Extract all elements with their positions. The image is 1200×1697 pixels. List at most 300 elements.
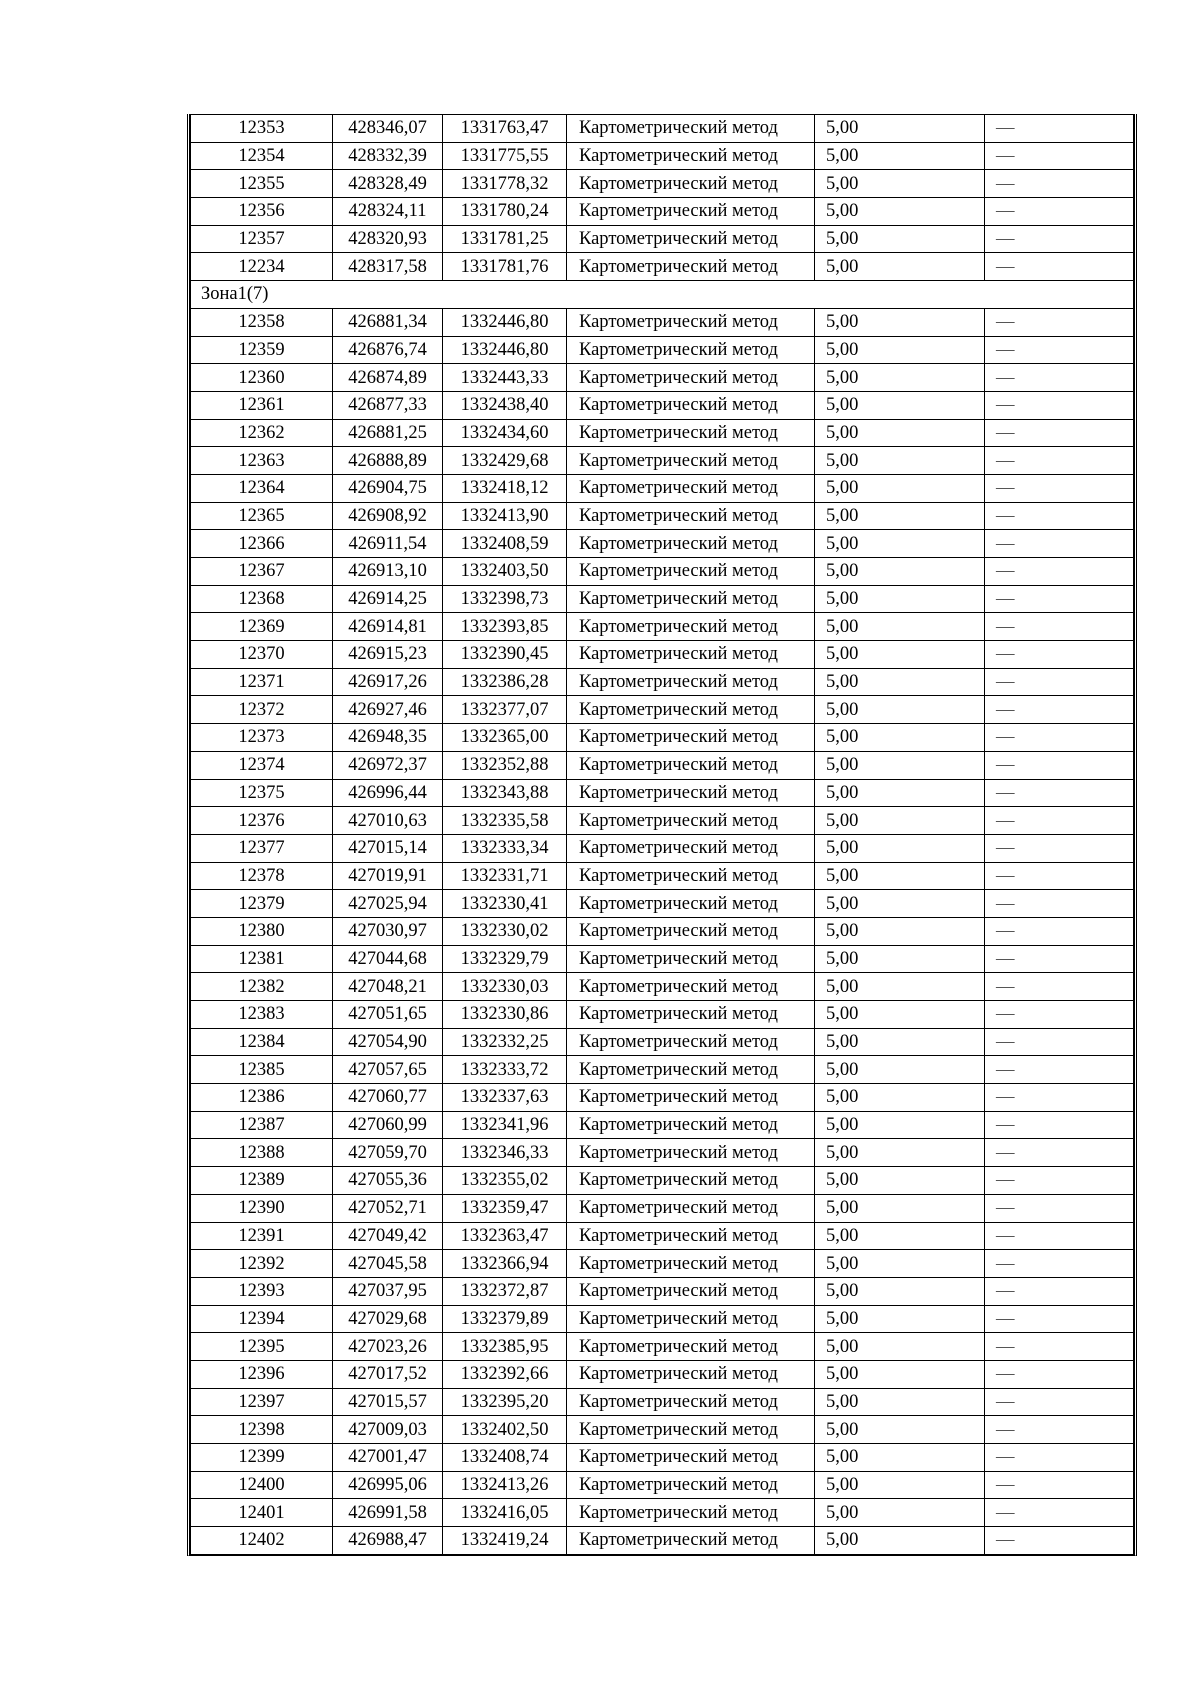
- x-coordinate-cell: 427009,03: [333, 1416, 443, 1444]
- method-cell: Картометрический метод: [567, 1444, 815, 1472]
- y-coordinate-cell: 1332419,24: [443, 1527, 567, 1555]
- method-cell: Картометрический метод: [567, 613, 815, 641]
- x-coordinate-cell: 427059,70: [333, 1139, 443, 1167]
- precision-cell: 5,00: [815, 807, 985, 835]
- y-coordinate-cell: 1332446,80: [443, 308, 567, 336]
- description-cell: —: [985, 751, 1134, 779]
- x-coordinate-cell: 428332,39: [333, 142, 443, 170]
- point-number-cell: 12369: [191, 613, 333, 641]
- description-cell: —: [985, 1084, 1134, 1112]
- precision-cell: 5,00: [815, 419, 985, 447]
- y-coordinate-cell: 1332429,68: [443, 447, 567, 475]
- x-coordinate-cell: 427015,14: [333, 834, 443, 862]
- table-row: [191, 558, 1134, 586]
- x-coordinate-cell: 427049,42: [333, 1222, 443, 1250]
- method-cell: Картометрический метод: [567, 364, 815, 392]
- method-cell: Картометрический метод: [567, 1527, 815, 1555]
- precision-cell: 5,00: [815, 696, 985, 724]
- precision-cell: 5,00: [815, 1139, 985, 1167]
- x-coordinate-cell: 426904,75: [333, 474, 443, 502]
- method-cell: Картометрический метод: [567, 1499, 815, 1527]
- method-cell: Картометрический метод: [567, 198, 815, 226]
- precision-cell: 5,00: [815, 917, 985, 945]
- x-coordinate-cell: 426874,89: [333, 364, 443, 392]
- table-row: [191, 668, 1134, 696]
- description-cell: —: [985, 142, 1134, 170]
- description-cell: —: [985, 308, 1134, 336]
- x-coordinate-cell: 428324,11: [333, 198, 443, 226]
- description-cell: —: [985, 391, 1134, 419]
- point-number-cell: 12371: [191, 668, 333, 696]
- description-cell: —: [985, 1028, 1134, 1056]
- description-cell: —: [985, 1333, 1134, 1361]
- description-cell: —: [985, 1471, 1134, 1499]
- table-row: [191, 1167, 1134, 1195]
- method-cell: Картометрический метод: [567, 1056, 815, 1084]
- point-number-cell: 12360: [191, 364, 333, 392]
- x-coordinate-cell: 426908,92: [333, 502, 443, 530]
- method-cell: Картометрический метод: [567, 170, 815, 198]
- y-coordinate-cell: 1332331,71: [443, 862, 567, 890]
- y-coordinate-cell: 1332385,95: [443, 1333, 567, 1361]
- precision-cell: 5,00: [815, 1194, 985, 1222]
- table-row: [191, 530, 1134, 558]
- y-coordinate-cell: 1332365,00: [443, 724, 567, 752]
- method-cell: Картометрический метод: [567, 530, 815, 558]
- point-number-cell: 12363: [191, 447, 333, 475]
- x-coordinate-cell: 427010,63: [333, 807, 443, 835]
- x-coordinate-cell: 428317,58: [333, 253, 443, 281]
- point-number-cell: 12389: [191, 1167, 333, 1195]
- precision-cell: 5,00: [815, 1527, 985, 1555]
- table-row: [191, 502, 1134, 530]
- y-coordinate-cell: 1332418,12: [443, 474, 567, 502]
- precision-cell: 5,00: [815, 1222, 985, 1250]
- x-coordinate-cell: 426914,81: [333, 613, 443, 641]
- table-row: [191, 1499, 1134, 1527]
- table-row: [191, 1084, 1134, 1112]
- x-coordinate-cell: 427023,26: [333, 1333, 443, 1361]
- point-number-cell: 12396: [191, 1360, 333, 1388]
- description-cell: —: [985, 253, 1134, 281]
- y-coordinate-cell: 1332352,88: [443, 751, 567, 779]
- precision-cell: 5,00: [815, 558, 985, 586]
- description-cell: —: [985, 724, 1134, 752]
- method-cell: Картометрический метод: [567, 1167, 815, 1195]
- y-coordinate-cell: 1331781,25: [443, 225, 567, 253]
- method-cell: Картометрический метод: [567, 945, 815, 973]
- y-coordinate-cell: 1332372,87: [443, 1277, 567, 1305]
- x-coordinate-cell: 426995,06: [333, 1471, 443, 1499]
- table-row: [191, 336, 1134, 364]
- point-number-cell: 12402: [191, 1527, 333, 1555]
- method-cell: Картометрический метод: [567, 474, 815, 502]
- y-coordinate-cell: 1332359,47: [443, 1194, 567, 1222]
- method-cell: Картометрический метод: [567, 779, 815, 807]
- precision-cell: 5,00: [815, 115, 985, 143]
- method-cell: Картометрический метод: [567, 1028, 815, 1056]
- table-row: [191, 834, 1134, 862]
- point-number-cell: 12356: [191, 198, 333, 226]
- y-coordinate-cell: 1332416,05: [443, 1499, 567, 1527]
- point-number-cell: 12234: [191, 253, 333, 281]
- precision-cell: 5,00: [815, 1084, 985, 1112]
- description-cell: —: [985, 170, 1134, 198]
- table-row: [191, 724, 1134, 752]
- x-coordinate-cell: 427044,68: [333, 945, 443, 973]
- x-coordinate-cell: 427030,97: [333, 917, 443, 945]
- y-coordinate-cell: 1332438,40: [443, 391, 567, 419]
- method-cell: Картометрический метод: [567, 1139, 815, 1167]
- x-coordinate-cell: 427048,21: [333, 973, 443, 1001]
- point-number-cell: 12372: [191, 696, 333, 724]
- point-number-cell: 12364: [191, 474, 333, 502]
- description-cell: —: [985, 1444, 1134, 1472]
- table-row: [191, 1222, 1134, 1250]
- precision-cell: 5,00: [815, 447, 985, 475]
- point-number-cell: 12393: [191, 1277, 333, 1305]
- table-row: [191, 917, 1134, 945]
- y-coordinate-cell: 1332330,86: [443, 1001, 567, 1029]
- table-row: [191, 1277, 1134, 1305]
- description-cell: —: [985, 641, 1134, 669]
- method-cell: Картометрический метод: [567, 1222, 815, 1250]
- precision-cell: 5,00: [815, 1444, 985, 1472]
- x-coordinate-cell: 427015,57: [333, 1388, 443, 1416]
- x-coordinate-cell: 426881,25: [333, 419, 443, 447]
- y-coordinate-cell: 1332343,88: [443, 779, 567, 807]
- y-coordinate-cell: 1331763,47: [443, 115, 567, 143]
- y-coordinate-cell: 1332333,72: [443, 1056, 567, 1084]
- precision-cell: 5,00: [815, 1167, 985, 1195]
- table-row: [191, 862, 1134, 890]
- x-coordinate-cell: 427051,65: [333, 1001, 443, 1029]
- precision-cell: 5,00: [815, 973, 985, 1001]
- x-coordinate-cell: 427001,47: [333, 1444, 443, 1472]
- precision-cell: 5,00: [815, 834, 985, 862]
- precision-cell: 5,00: [815, 474, 985, 502]
- point-number-cell: 12387: [191, 1111, 333, 1139]
- description-cell: —: [985, 917, 1134, 945]
- y-coordinate-cell: 1332329,79: [443, 945, 567, 973]
- point-number-cell: 12400: [191, 1471, 333, 1499]
- table-row: [191, 1250, 1134, 1278]
- point-number-cell: 12358: [191, 308, 333, 336]
- precision-cell: 5,00: [815, 1471, 985, 1499]
- y-coordinate-cell: 1332392,66: [443, 1360, 567, 1388]
- method-cell: Картометрический метод: [567, 724, 815, 752]
- table-row: [191, 225, 1134, 253]
- table-row: [191, 1028, 1134, 1056]
- method-cell: Картометрический метод: [567, 1388, 815, 1416]
- precision-cell: 5,00: [815, 1001, 985, 1029]
- table-row: [191, 253, 1134, 281]
- x-coordinate-cell: 427054,90: [333, 1028, 443, 1056]
- method-cell: Картометрический метод: [567, 1194, 815, 1222]
- point-number-cell: 12365: [191, 502, 333, 530]
- y-coordinate-cell: 1332377,07: [443, 696, 567, 724]
- y-coordinate-cell: 1332379,89: [443, 1305, 567, 1333]
- x-coordinate-cell: 426917,26: [333, 668, 443, 696]
- precision-cell: 5,00: [815, 502, 985, 530]
- table-row: [191, 447, 1134, 475]
- table-row: [191, 1111, 1134, 1139]
- method-cell: Картометрический метод: [567, 336, 815, 364]
- point-number-cell: 12385: [191, 1056, 333, 1084]
- point-number-cell: 12370: [191, 641, 333, 669]
- point-number-cell: 12395: [191, 1333, 333, 1361]
- precision-cell: 5,00: [815, 170, 985, 198]
- coordinates-table-frame: [187, 114, 1137, 1556]
- method-cell: Картометрический метод: [567, 641, 815, 669]
- description-cell: —: [985, 1416, 1134, 1444]
- y-coordinate-cell: 1332330,41: [443, 890, 567, 918]
- x-coordinate-cell: 426914,25: [333, 585, 443, 613]
- precision-cell: 5,00: [815, 1499, 985, 1527]
- table-row: [191, 641, 1134, 669]
- zone-header-row: [191, 281, 1134, 309]
- method-cell: Картометрический метод: [567, 447, 815, 475]
- precision-cell: 5,00: [815, 1305, 985, 1333]
- precision-cell: 5,00: [815, 751, 985, 779]
- x-coordinate-cell: 427045,58: [333, 1250, 443, 1278]
- point-number-cell: 12386: [191, 1084, 333, 1112]
- y-coordinate-cell: 1332341,96: [443, 1111, 567, 1139]
- method-cell: Картометрический метод: [567, 225, 815, 253]
- method-cell: Картометрический метод: [567, 253, 815, 281]
- description-cell: —: [985, 198, 1134, 226]
- point-number-cell: 12380: [191, 917, 333, 945]
- y-coordinate-cell: 1332434,60: [443, 419, 567, 447]
- method-cell: Картометрический метод: [567, 1277, 815, 1305]
- method-cell: Картометрический метод: [567, 1360, 815, 1388]
- x-coordinate-cell: 426991,58: [333, 1499, 443, 1527]
- point-number-cell: 12354: [191, 142, 333, 170]
- description-cell: —: [985, 779, 1134, 807]
- description-cell: —: [985, 807, 1134, 835]
- x-coordinate-cell: 427057,65: [333, 1056, 443, 1084]
- y-coordinate-cell: 1332332,25: [443, 1028, 567, 1056]
- description-cell: —: [985, 1056, 1134, 1084]
- precision-cell: 5,00: [815, 668, 985, 696]
- x-coordinate-cell: 426996,44: [333, 779, 443, 807]
- table-row: [191, 142, 1134, 170]
- method-cell: Картометрический метод: [567, 696, 815, 724]
- x-coordinate-cell: 428346,07: [333, 115, 443, 143]
- y-coordinate-cell: 1332366,94: [443, 1250, 567, 1278]
- description-cell: —: [985, 1001, 1134, 1029]
- table-row: [191, 1139, 1134, 1167]
- method-cell: Картометрический метод: [567, 917, 815, 945]
- y-coordinate-cell: 1332446,80: [443, 336, 567, 364]
- description-cell: —: [985, 1305, 1134, 1333]
- description-cell: —: [985, 696, 1134, 724]
- description-cell: —: [985, 1194, 1134, 1222]
- table-row: [191, 1333, 1134, 1361]
- point-number-cell: 12368: [191, 585, 333, 613]
- precision-cell: 5,00: [815, 530, 985, 558]
- point-number-cell: 12357: [191, 225, 333, 253]
- precision-cell: 5,00: [815, 225, 985, 253]
- point-number-cell: 12374: [191, 751, 333, 779]
- description-cell: —: [985, 364, 1134, 392]
- table-row: [191, 419, 1134, 447]
- point-number-cell: 12384: [191, 1028, 333, 1056]
- y-coordinate-cell: 1332413,90: [443, 502, 567, 530]
- table-row: [191, 751, 1134, 779]
- point-number-cell: 12399: [191, 1444, 333, 1472]
- y-coordinate-cell: 1332408,59: [443, 530, 567, 558]
- method-cell: Картометрический метод: [567, 1084, 815, 1112]
- table-row: [191, 474, 1134, 502]
- precision-cell: 5,00: [815, 308, 985, 336]
- precision-cell: 5,00: [815, 1360, 985, 1388]
- method-cell: Картометрический метод: [567, 751, 815, 779]
- table-row: [191, 364, 1134, 392]
- description-cell: —: [985, 1167, 1134, 1195]
- precision-cell: 5,00: [815, 364, 985, 392]
- point-number-cell: 12383: [191, 1001, 333, 1029]
- y-coordinate-cell: 1332413,26: [443, 1471, 567, 1499]
- x-coordinate-cell: 427060,99: [333, 1111, 443, 1139]
- point-number-cell: 12367: [191, 558, 333, 586]
- y-coordinate-cell: 1332355,02: [443, 1167, 567, 1195]
- precision-cell: 5,00: [815, 1333, 985, 1361]
- description-cell: —: [985, 502, 1134, 530]
- x-coordinate-cell: 427025,94: [333, 890, 443, 918]
- point-number-cell: 12377: [191, 834, 333, 862]
- point-number-cell: 12366: [191, 530, 333, 558]
- precision-cell: 5,00: [815, 1250, 985, 1278]
- x-coordinate-cell: 426927,46: [333, 696, 443, 724]
- precision-cell: 5,00: [815, 253, 985, 281]
- table-row: [191, 1360, 1134, 1388]
- y-coordinate-cell: 1332333,34: [443, 834, 567, 862]
- description-cell: —: [985, 419, 1134, 447]
- table-row: [191, 945, 1134, 973]
- x-coordinate-cell: 426876,74: [333, 336, 443, 364]
- zone-label: Зона1(7): [191, 281, 1134, 309]
- description-cell: —: [985, 336, 1134, 364]
- precision-cell: 5,00: [815, 1277, 985, 1305]
- x-coordinate-cell: 426948,35: [333, 724, 443, 752]
- precision-cell: 5,00: [815, 1416, 985, 1444]
- method-cell: Картометрический метод: [567, 1305, 815, 1333]
- method-cell: Картометрический метод: [567, 391, 815, 419]
- table-row: [191, 1001, 1134, 1029]
- y-coordinate-cell: 1331775,55: [443, 142, 567, 170]
- y-coordinate-cell: 1332337,63: [443, 1084, 567, 1112]
- description-cell: —: [985, 834, 1134, 862]
- description-cell: —: [985, 1527, 1134, 1555]
- description-cell: —: [985, 973, 1134, 1001]
- point-number-cell: 12378: [191, 862, 333, 890]
- table-row: [191, 1416, 1134, 1444]
- description-cell: —: [985, 945, 1134, 973]
- precision-cell: 5,00: [815, 585, 985, 613]
- x-coordinate-cell: 427029,68: [333, 1305, 443, 1333]
- x-coordinate-cell: 428320,93: [333, 225, 443, 253]
- method-cell: Картометрический метод: [567, 973, 815, 1001]
- point-number-cell: 12355: [191, 170, 333, 198]
- table-row: [191, 890, 1134, 918]
- point-number-cell: 12359: [191, 336, 333, 364]
- description-cell: —: [985, 1277, 1134, 1305]
- description-cell: —: [985, 1111, 1134, 1139]
- table-row: [191, 1056, 1134, 1084]
- coordinates-table: [190, 114, 1134, 1555]
- y-coordinate-cell: 1332395,20: [443, 1388, 567, 1416]
- table-row: [191, 696, 1134, 724]
- point-number-cell: 12379: [191, 890, 333, 918]
- point-number-cell: 12382: [191, 973, 333, 1001]
- x-coordinate-cell: 427060,77: [333, 1084, 443, 1112]
- method-cell: Картометрический метод: [567, 1471, 815, 1499]
- point-number-cell: 12362: [191, 419, 333, 447]
- y-coordinate-cell: 1332402,50: [443, 1416, 567, 1444]
- x-coordinate-cell: 427017,52: [333, 1360, 443, 1388]
- y-coordinate-cell: 1332390,45: [443, 641, 567, 669]
- x-coordinate-cell: 426911,54: [333, 530, 443, 558]
- method-cell: Картометрический метод: [567, 668, 815, 696]
- table-row: [191, 1388, 1134, 1416]
- y-coordinate-cell: 1331780,24: [443, 198, 567, 226]
- point-number-cell: 12381: [191, 945, 333, 973]
- description-cell: —: [985, 1499, 1134, 1527]
- table-row: [191, 115, 1134, 143]
- y-coordinate-cell: 1332443,33: [443, 364, 567, 392]
- table-row: [191, 198, 1134, 226]
- precision-cell: 5,00: [815, 613, 985, 641]
- method-cell: Картометрический метод: [567, 502, 815, 530]
- table-row: [191, 170, 1134, 198]
- coordinates-table-body: [191, 115, 1134, 1555]
- precision-cell: 5,00: [815, 890, 985, 918]
- description-cell: —: [985, 613, 1134, 641]
- table-row: [191, 308, 1134, 336]
- point-number-cell: 12390: [191, 1194, 333, 1222]
- method-cell: Картометрический метод: [567, 558, 815, 586]
- x-coordinate-cell: 427019,91: [333, 862, 443, 890]
- method-cell: Картометрический метод: [567, 1333, 815, 1361]
- point-number-cell: 12388: [191, 1139, 333, 1167]
- description-cell: —: [985, 1222, 1134, 1250]
- point-number-cell: 12375: [191, 779, 333, 807]
- point-number-cell: 12397: [191, 1388, 333, 1416]
- description-cell: —: [985, 558, 1134, 586]
- x-coordinate-cell: 427037,95: [333, 1277, 443, 1305]
- x-coordinate-cell: 427055,36: [333, 1167, 443, 1195]
- method-cell: Картометрический метод: [567, 1111, 815, 1139]
- x-coordinate-cell: 426888,89: [333, 447, 443, 475]
- table-row: [191, 1527, 1134, 1555]
- x-coordinate-cell: 426913,10: [333, 558, 443, 586]
- y-coordinate-cell: 1332393,85: [443, 613, 567, 641]
- point-number-cell: 12398: [191, 1416, 333, 1444]
- description-cell: —: [985, 1388, 1134, 1416]
- precision-cell: 5,00: [815, 945, 985, 973]
- y-coordinate-cell: 1332346,33: [443, 1139, 567, 1167]
- x-coordinate-cell: 426877,33: [333, 391, 443, 419]
- x-coordinate-cell: 428328,49: [333, 170, 443, 198]
- precision-cell: 5,00: [815, 336, 985, 364]
- precision-cell: 5,00: [815, 1388, 985, 1416]
- x-coordinate-cell: 426881,34: [333, 308, 443, 336]
- point-number-cell: 12373: [191, 724, 333, 752]
- x-coordinate-cell: 426988,47: [333, 1527, 443, 1555]
- x-coordinate-cell: 427052,71: [333, 1194, 443, 1222]
- table-row: [191, 1444, 1134, 1472]
